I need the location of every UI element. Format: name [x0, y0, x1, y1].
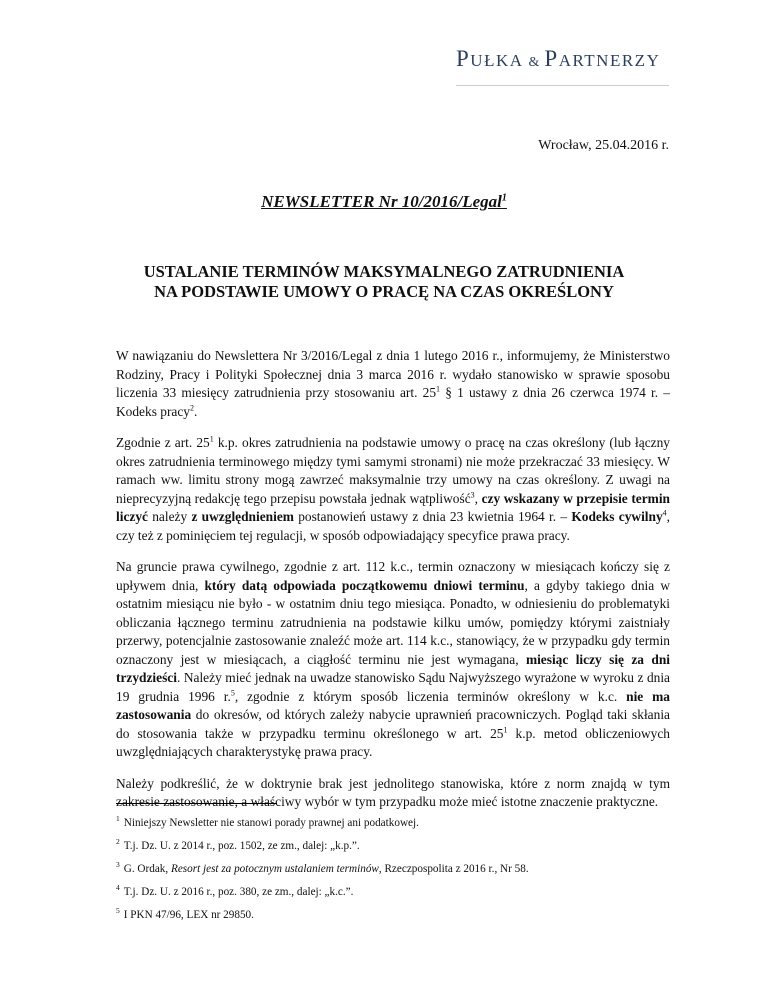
- footnotes: [116, 816, 676, 931]
- main-heading: USTALANIE TERMINÓW MAKSYMALNEGO ZATRUDNIENIA NA PODSTAWIE UMOWY O PRACĘ NA CZAS OKREŚLONY: [143, 262, 625, 301]
- paragraph-1: W nawiązaniu do Newslettera Nr 3/2016/Legal z dnia 1 lutego 2016 r., informujemy, że Ministerstwo Rodziny, Pracy i Polityki Społecznej dnia 3 marca 2016 r. wydało stanowisko w sprawie sposobu liczenia 33 miesięcy zatrudnienia przy stosowaniu art. $25^1$ § 1 ustawy z dnia 26 czerwca 1974 r. – Kodeks pracy$^2$.: [116, 348, 670, 419]
- footnote-ref: 1: [501, 192, 507, 204]
- footnote-3: $^3$ G. Ordak, Resort jest za potocznym ustalaniem terminów, Rzeczpospolita z 2016 r., Nr 58.: [116, 860, 529, 875]
- firm-logo: PUŁKA & PARTNERZY: [456, 46, 661, 71]
- header-divider: [456, 85, 669, 86]
- footnote-divider: [116, 803, 277, 804]
- paragraph-3: Na gruncie prawa cywilnego, zgodnie z art. 112 k.c., termin oznaczony w miesiącach kończy się z upływem dnia, który datą odpowiada początkowemu dniowi terminu, a gdyby takiego dnia w ostatnim miesiącu nie było - w ostatnim dniu tego miesiąca. Ponadto, w odniesieniu do problematyki obliczania łącznego terminu zatrudnienia na podstawie kilku umów, pomiędzy którymi zaistniały przerwy, potencjalnie zastosowanie znaleźć może art. 114 k.c., stanowiący, że w przypadku gdy termin oznaczony jest w miesiącach, a ciągłość terminu nie jest wymagana, miesiąc liczy się za dni trzydzieści. Należy mieć jednak na uwadze stanowisko Sądu Najwyższego wyrażone w wyroku z dnia 19 grudnia 1996 r.$^5$, zgodnie z którym sposób liczenia terminów określony w k.c. nie ma zastosowania do okresów, od których zależy nabycie uprawnień pracowniczych. Pogląd taki skłania do stosowania także w przypadku terminu określonego w art. $25^1$ k.p. metod obliczeniowych uwzględniających charakterystykę prawa pracy.: [116, 559, 671, 759]
- footnote-4: $^4$ T.j. Dz. U. z 2016 r., poz. 380, ze zm., dalej: „k.c.”.: [116, 883, 354, 898]
- paragraph-2: Zgodnie z art. $25^1$ k.p. okres zatrudnienia na podstawie umowy o pracę na czas określony (lub łączny okres zatrudnienia terminowego między tymi samymi stronami) nie może przekraczać 33 miesięcy. W ramach ww. limitu strony mogą zawrzeć maksymalnie trzy umowy na czas określony. Z uwagi na nieprecyzyjną redakcję tego przepisu powstała jednak wątpliwość$^3$, czy wskazany w przepisie termin liczyć należy z uwzględnieniem postanowień ustawy z dnia 23 kwietnia 1964 r. – Kodeks cywilny$^4$, czy też z pominięciem tej regulacji, w sposób odpowiadający specyfice prawa pracy.: [116, 434, 671, 543]
- paragraph-4: Należy podkreślić, że w doktrynie brak jest jednolitego stanowiska, które z norm znajdą w tym zakresie zastosowanie, a właściwy wybór w tym przypadku może mieć istotne znaczenie praktyczne.: [116, 775, 670, 809]
- footnote-1: $^1$ Niniejszy Newsletter nie stanowi porady prawnej ani podatkowej.: [116, 814, 419, 829]
- footnote-5: $^5$ I PKN 47/96, LEX nr 29850.: [116, 906, 254, 921]
- document-body: [116, 347, 670, 825]
- document-date: Wrocław, 25.04.2016 r.: [538, 138, 669, 153]
- footnote-2: $^2$ T.j. Dz. U. z 2014 r., poz. 1502, ze zm., dalej: „k.p.”.: [116, 837, 360, 852]
- newsletter-title: NEWSLETTER Nr 10/2016/Legal$^1$: [261, 192, 507, 211]
